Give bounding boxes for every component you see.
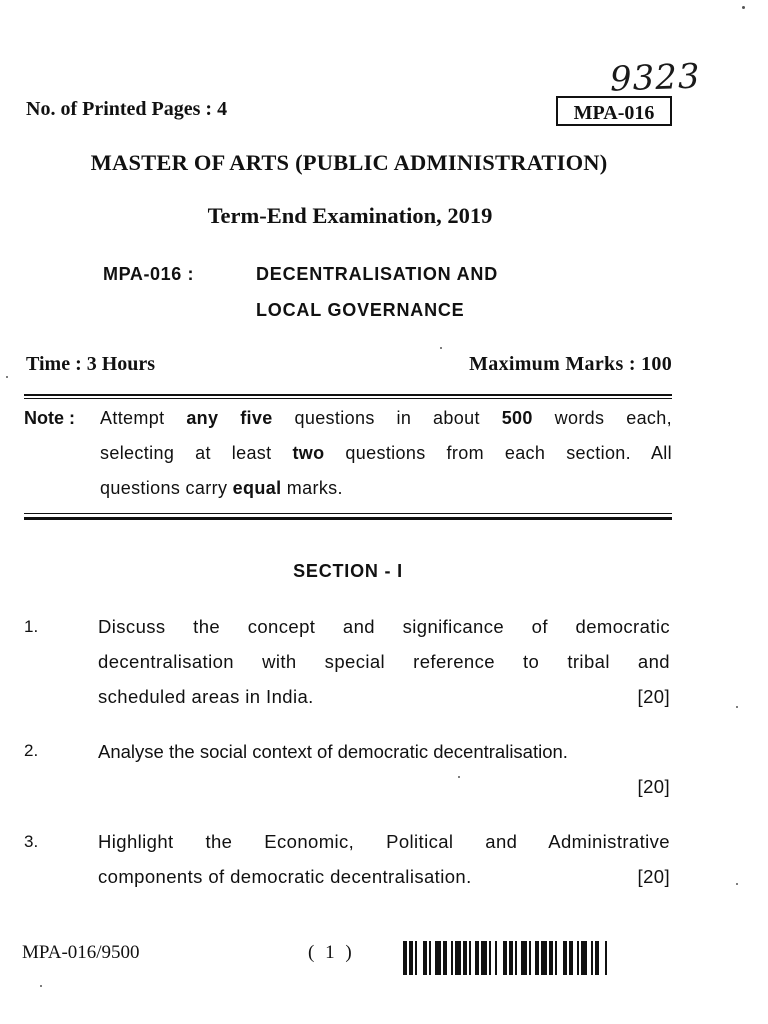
barcode-bar — [489, 941, 491, 975]
divider-bottom-thin — [24, 513, 672, 514]
barcode-bar — [535, 941, 539, 975]
question-3-marks: [20] — [637, 866, 670, 887]
question-2-line-1: Analyse the social context of democratic decentralisation. — [98, 741, 568, 762]
scan-speck — [736, 706, 738, 708]
note-label: Note : — [24, 408, 75, 428]
barcode-bar — [581, 941, 587, 975]
divider-top — [24, 394, 672, 396]
barcode-bar — [563, 941, 567, 975]
printed-pages-count: No. of Printed Pages : 4 — [26, 98, 228, 120]
barcode-bar — [521, 941, 527, 975]
barcode-bar — [549, 941, 553, 975]
barcode-bar — [577, 941, 579, 975]
page-number: ( 1 ) — [308, 942, 355, 963]
scan-speck — [6, 376, 8, 378]
barcode-bar — [475, 941, 479, 975]
footer-paper-code: MPA-016/9500 — [22, 942, 140, 963]
barcode-bar — [541, 941, 547, 975]
barcode-bar — [481, 941, 487, 975]
time-allowed: Time : 3 Hours — [26, 353, 156, 375]
question-1-line-2: decentralisation with special reference to tribal and — [98, 651, 670, 672]
degree-title: MASTER OF ARTS (PUBLIC ADMINISTRATION) — [90, 150, 608, 175]
barcode-bar — [529, 941, 531, 975]
divider-top-thin — [24, 398, 672, 399]
question-3-number: 3. — [24, 832, 39, 851]
course-code-box: MPA-016 — [556, 96, 672, 126]
barcode-bar — [435, 941, 441, 975]
question-1-line-3: scheduled areas in India. — [98, 686, 314, 707]
scan-speck — [736, 883, 738, 885]
barcode-bar — [403, 941, 407, 975]
barcode-bar — [569, 941, 573, 975]
barcode-bar — [503, 941, 507, 975]
note-line-3: questions carry equal marks. — [100, 478, 343, 498]
question-2-number: 2. — [24, 741, 39, 760]
barcode-bar — [555, 941, 557, 975]
barcode-bar — [443, 941, 447, 975]
scan-speck — [458, 776, 460, 778]
question-2-marks: [20] — [637, 776, 670, 797]
note-line-2: selecting at least two questions from each section. All — [100, 443, 673, 463]
maximum-marks: Maximum Marks : 100 — [469, 353, 672, 375]
question-1-number: 1. — [24, 617, 39, 636]
barcode-bar — [423, 941, 427, 975]
barcode-bar — [451, 941, 453, 975]
question-1-marks: [20] — [637, 686, 670, 707]
course-title-line-1: DECENTRALISATION AND — [256, 264, 498, 284]
question-3-line-1: Highlight the Economic, Political and Administrative — [98, 831, 670, 852]
handwritten-number: 9323 — [609, 56, 702, 100]
barcode-bar — [495, 941, 497, 975]
barcode-bar — [595, 941, 599, 975]
scan-speck — [40, 985, 42, 987]
course-title-line-2: LOCAL GOVERNANCE — [256, 300, 465, 320]
course-code-label: MPA-016 : — [103, 264, 195, 284]
exam-title: Term-End Examination, 2019 — [207, 203, 493, 228]
question-1-line-1: Discuss the concept and significance of democratic — [98, 616, 670, 637]
barcode-bar — [469, 941, 471, 975]
barcode-bar — [429, 941, 431, 975]
barcode-image — [403, 941, 671, 975]
barcode-bar — [605, 941, 607, 975]
section-heading: SECTION - I — [293, 561, 403, 581]
scan-speck — [440, 347, 442, 349]
barcode-bar — [509, 941, 513, 975]
barcode-bar — [591, 941, 593, 975]
divider-bottom — [24, 517, 672, 520]
question-3-line-2: components of democratic decentralisation. — [98, 866, 472, 887]
note-line-1: Attempt any five questions in about 500 words each, — [100, 408, 672, 428]
scan-speck — [742, 6, 745, 9]
barcode-bar — [415, 941, 417, 975]
barcode-bar — [455, 941, 461, 975]
barcode-bar — [515, 941, 517, 975]
barcode-bar — [463, 941, 467, 975]
barcode-bar — [409, 941, 413, 975]
